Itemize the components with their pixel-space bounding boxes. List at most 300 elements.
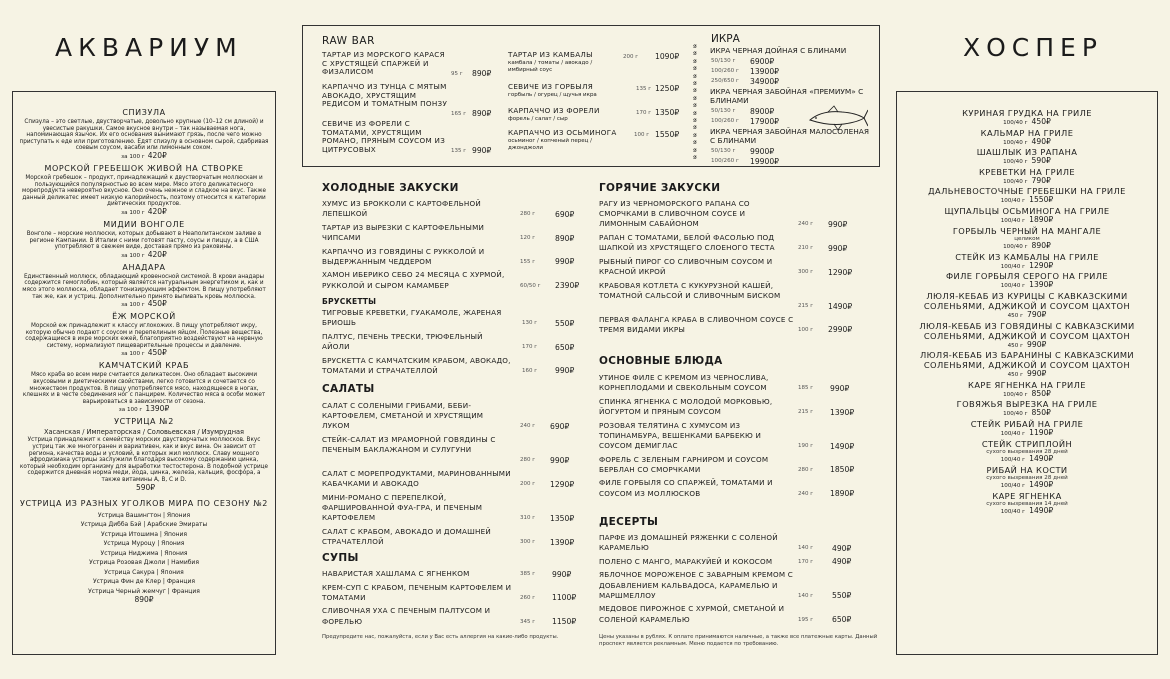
oyster-item: Устрица Черный жемчуг | Франция: [88, 587, 200, 595]
left-section-price: 450₽: [147, 348, 167, 358]
rawbar-item-price: 890₽: [472, 69, 492, 78]
caviar-portion: 100/260 г: [711, 158, 739, 164]
hosper-item-price: 850₽: [1031, 408, 1051, 418]
hosper-item-price: 1190₽: [1029, 427, 1054, 437]
hosper-item: [897, 226, 1157, 252]
hosper-item-qty: 100/40 г: [1003, 411, 1028, 418]
hosper-item: [897, 380, 1157, 400]
left-menu-box: [12, 91, 276, 655]
rawbar-item-ingredients: камбала / томаты / авокадо / имбирный соус: [508, 59, 593, 73]
left-section: [19, 417, 269, 492]
menu-item-weight: 130 г: [522, 320, 538, 327]
hosper-item-price: 1490₽: [1029, 480, 1054, 490]
menu-item-price: 690₽: [555, 209, 575, 219]
caviar-price: 19900₽: [750, 157, 779, 166]
hosper-item-qty: 450 г: [1007, 312, 1024, 319]
rawbar-item-name: ТАРТАР ИЗ МОРСКОГО КАРАСЯ С ХРУСТЯЩЕЙ СПАРЖЕЙ И ФИЗАЛИСОМ: [322, 50, 445, 77]
menu-item-name: ПАЛТУС, ПЕЧЕНЬ ТРЕСКИ, ТРЮФЕЛЬНЫЙ АЙОЛИ: [322, 331, 483, 351]
menu-item-price: 990₽: [828, 219, 848, 229]
hosper-item: [897, 271, 1157, 291]
hosper-item-price: 450₽: [1031, 117, 1051, 126]
menu-item-name: МЕДОВОЕ ПИРОЖНОЕ С ХУРМОЙ, СМЕТАНОЙ И СОЛЕНОЙ КАРАМЕЛЬЮ: [599, 604, 785, 624]
hosper-item-name: СТЕЙК ИЗ КАМБАЛЫ НА ГРИЛЕ: [955, 251, 1099, 262]
hosper-item: [897, 186, 1157, 206]
right-restaurant-name: ХОСПЕР: [963, 33, 1103, 62]
rawbar-item-price: 1350₽: [655, 108, 680, 117]
hosper-item-qty: 100/40 г: [1003, 244, 1028, 251]
menu-item-weight: 240 г: [798, 490, 814, 497]
hosper-item: [897, 108, 1157, 128]
left-section-title: СПИЗУЛА: [122, 108, 166, 117]
menu-item-weight: 345 г: [520, 618, 536, 625]
hosper-item-price-line: [897, 390, 1157, 400]
left-section: [19, 312, 269, 358]
hosper-item-price: 790₽: [1031, 175, 1051, 185]
oysters-title: УСТРИЦА ИЗ РАЗНЫХ УГОЛКОВ МИРА ПО СЕЗОНУ №2: [20, 498, 268, 508]
menu-item-price: 2390₽: [555, 281, 580, 291]
hosper-item-price-line: [897, 196, 1157, 206]
rawbar-title: RAW BAR: [322, 35, 376, 47]
hosper-item-price-line: [897, 507, 1157, 517]
rawbar-item-name: КАРПАЧЧО ИЗ ТУНЦА С МЯТЫМ АВОКАДО, ХРУСТЯЩИМ РЕДИСОМ И ТОМАТНЫМ ПОНЗУ: [322, 82, 448, 109]
hosper-item: [897, 321, 1157, 351]
menu-item-name: РАГУ ИЗ ЧЕРНОМОРСКОГО РАПАНА СО СМОРЧКАМИ В СЛИВОЧНОМ СОУСЕ И ЛИМОННЫМ САБАЙОНОМ: [599, 199, 750, 229]
hosper-item-price-line: [897, 216, 1157, 226]
hosper-item-name: КУРИНАЯ ГРУДКА НА ГРИЛЕ: [962, 108, 1092, 118]
section-title: САЛАТЫ: [322, 383, 375, 395]
rawbar-item-price: 1250₽: [655, 84, 680, 93]
menu-item-weight: 60/50 г: [520, 282, 541, 289]
caviar-divider: ϧ ϧ ϧ ϧ ϧ ϧ ϧ ϧ ϧ ϧ ϧ ϧ ϧ ϧ ϧ ϧ: [693, 43, 697, 162]
footer-price-note: Цены указаны в рублях. К оплате принимаются наличные, а также все платежные карты. Данный проспект является рекламным. Меню подается по требованию.: [599, 634, 878, 648]
left-section-price-line: [19, 484, 269, 493]
rawbar-item: [508, 129, 620, 152]
rawbar-item-price: 990₽: [472, 146, 492, 155]
menu-item-name: СПИНКА ЯГНЕНКА С МОЛОДОЙ МОРКОВЬЮ, ЙОГУРТОМ И ПРЯНЫМ СОУСОМ: [599, 396, 773, 416]
left-section-price: 1390₽: [145, 404, 170, 414]
caviar-item-name: ИКРА ЧЕРНАЯ ЗАБОЙНАЯ МАЛОСОЛЕНАЯ С БЛИНАМИ: [710, 126, 869, 146]
rawbar-item: [322, 120, 452, 154]
hosper-item-price-line: [897, 481, 1157, 491]
menu-item-weight: 280 г: [798, 466, 814, 473]
rawbar-item-weight: 165 г: [451, 111, 467, 117]
hosper-item: [897, 291, 1157, 321]
section-title: ХОЛОДНЫЕ ЗАКУСКИ: [322, 182, 459, 194]
caviar-price: 6900₽: [750, 56, 775, 66]
hosper-item-qty: 100/40 г: [1000, 198, 1026, 205]
menu-item-name: ФОРЕЛЬ С ЗЕЛЕНЫМ ГАРНИРОМ И СОУСОМ БЕРБЛАН СО СМОРЧКАМИ: [599, 454, 769, 474]
menu-item-name: СТЕЙК-САЛАТ ИЗ МРАМОРНОЙ ГОВЯДИНЫ С ПЕЧЕНЫМ БАКЛАЖАНОМ И СУЛУГУНИ: [322, 435, 496, 455]
hosper-item-qty: 100/40 г: [1003, 120, 1028, 126]
hosper-item: [897, 252, 1157, 272]
hosper-item-qty: 100/40 г: [1000, 283, 1026, 290]
menu-item-weight: 385 г: [520, 571, 536, 577]
caviar-portion: 100/260 г: [711, 117, 739, 124]
hosper-item: [897, 147, 1157, 167]
left-section-price-line: [19, 405, 269, 414]
hosper-item-price: 490₽: [1031, 136, 1051, 146]
hosper-item-qty: 100/40 г: [1003, 178, 1028, 185]
rawbar-item-weight: 135 г: [451, 148, 467, 154]
oyster-item: Устрица Муроцу | Япония: [103, 540, 185, 548]
menu-item-weight: 280 г: [520, 211, 536, 218]
rawbar-item-weight: 135 г: [636, 86, 652, 92]
menu-item-name: ТАРТАР ИЗ ВЫРЕЗКИ С КАРТОФЕЛЬНЫМИ ЧИПСАМИ: [322, 222, 485, 242]
hosper-item-qty: 100/40 г: [1000, 457, 1026, 464]
hosper-item-name: КАЛЬМАР НА ГРИЛЕ: [980, 127, 1074, 138]
left-section: [19, 220, 269, 260]
right-menu-box: [896, 91, 1158, 655]
caviar-portion: 100/260 г: [711, 67, 739, 74]
rawbar-item-price: 1090₽: [655, 52, 680, 61]
rawbar-item-weight: 100 г: [634, 132, 650, 138]
rawbar-item: [322, 83, 452, 109]
oyster-item: Устрица Дибба Бэй | Арабские Эмираты: [80, 521, 208, 529]
rawbar-item-name: СЕВИЧЕ ИЗ ФОРЕЛИ С ТОМАТАМИ, ХРУСТЯЩИМ РОМАНО, ПРЯНЫМ СОУСОМ ИЗ ЦИТРУСОВЫХ: [322, 119, 446, 154]
caviar-portion: 50/130 г: [711, 57, 736, 64]
menu-item-price: 2990₽: [828, 325, 853, 335]
menu-item-name: ЯБЛОЧНОЕ МОРОЖЕНОЕ С ЗАВАРНЫМ КРЕМОМ С ДОБАВЛЕНИЕМ КАЛЬВАДОСА, КАРАМЕЛЬЮ И МАРШМЕЛЛОУ: [599, 570, 794, 600]
hosper-item-qty: 100/40 г: [1003, 159, 1028, 166]
hosper-item-name: ГОВЯЖЬЯ ВЫРЕЗКА НА ГРИЛЕ: [956, 399, 1098, 410]
menu-item-weight: 300 г: [798, 269, 814, 275]
menu-item-name: УТИНОЕ ФИЛЕ С КРЕМОМ ИЗ ЧЕРНОСЛИВА, КОРНЕПЛОДАМИ И СВЕКОЛЬНЫМ СОУСОМ: [599, 373, 769, 393]
caviar-portion: 50/130 г: [711, 148, 736, 154]
left-section: [19, 361, 269, 414]
menu-item-name: КАРПАЧЧО ИЗ ГОВЯДИНЫ С РУККОЛОЙ И ВЫДЕРЖАННЫМ ЧЕДДЕРОМ: [322, 246, 485, 266]
left-section-qty: за 100 г: [118, 407, 143, 414]
left-section-varieties: Хасанская / Императорская / Соловьевская / Изумрудная: [43, 428, 245, 437]
menu-item-name: РАПАН С ТОМАТАМИ, БЕЛОЙ ФАСОЛЬЮ ПОД ШАПКОЙ ИЗ ХРУСТЯЩЕГО СЛОЕНОГО ТЕСТА: [599, 233, 775, 253]
menu-item-name: ФИЛЕ ГОРБЫЛЯ СО СПАРЖЕЙ, ТОМАТАМИ И СОУСОМ ИЗ МОЛЛЮСКОВ: [599, 478, 773, 498]
rawbar-item-weight: 170 г: [636, 110, 652, 116]
rawbar-item-ingredients: горбыль / огурец / щучья икра: [508, 91, 597, 98]
left-section-desc: Морской гребешок – продукт, принадлежащий к двустворчатым моллюскам и пользующийся популярностью во всем мире. Мясо этого деликатесного морепродукта невероятно вкусное. Оно очень нежное и сладкое на вкус. Также данный деликатес имеет низкую калорийность, поэтому относится к категории диетических продуктов.: [22, 174, 266, 208]
left-section-qty: за 100 г: [121, 302, 145, 309]
hosper-item-price: 1490₽: [1029, 454, 1054, 464]
hosper-item-price-line: [897, 370, 1157, 380]
left-section-desc: Морской еж принадлежит к классу иглокожих. В пищу употребляют икру, которую обычно подают с соусом и перепелиным яйцом. Полезные вещества, содержащиеся в икре морских ежей, благоприятно воздействуют на нервную систему, нормализуют пищеварительные процессы и давление.: [25, 323, 263, 349]
bruschetta-title: БРУСКЕТТЫ: [322, 297, 377, 306]
oyster-item: Устрица Вашингтон | Япония: [97, 511, 191, 519]
left-section-title: КАМЧАТСКИЙ КРАБ: [98, 361, 190, 371]
menu-item-name: СЛИВОЧНАЯ УХА С ПЕЧЕНЫМ ПАЛТУСОМ И ФОРЕЛЬЮ: [322, 606, 491, 626]
hosper-item-price-line: [897, 311, 1157, 321]
hosper-item-qty: 450 г: [1007, 342, 1024, 349]
hosper-item: [897, 491, 1157, 517]
hosper-item: [897, 350, 1157, 380]
caviar-portion: 250/650 г: [711, 77, 739, 84]
rawbar-item-price: 890₽: [472, 109, 492, 118]
left-restaurant-name: АКВАРИУМ: [55, 33, 243, 62]
left-section: [19, 164, 269, 217]
hosper-item: [897, 439, 1157, 465]
left-section-qty: за 100 г: [121, 351, 145, 358]
menu-item-weight: 195 г: [798, 616, 814, 623]
hosper-item-name: ЛЮЛЯ-КЕБАБ ИЗ БАРАНИНЫ С КАВКАЗСКИМИ СОЛЕНЬЯМИ, АДЖИКОЙ И СОУСОМ ЦАХТОН: [919, 350, 1135, 371]
menu-item-price: 1890₽: [830, 489, 855, 499]
hosper-item-qty: 100/40 г: [1000, 263, 1026, 270]
rawbar-item-price: 1550₽: [655, 130, 680, 139]
hosper-item-qty: 100/40 г: [1000, 430, 1026, 437]
menu-item-weight: 240 г: [520, 423, 536, 430]
menu-item-weight: 240 г: [798, 221, 814, 228]
menu-item-price: 1350₽: [550, 513, 575, 523]
hosper-item-name: ГОРБЫЛЬ ЧЕРНЫЙ НА МАНГАЛЕ: [952, 225, 1102, 236]
left-section-title: МИДИИ ВОНГОЛЕ: [103, 219, 185, 229]
hosper-item-price: 1390₽: [1029, 280, 1054, 290]
menu-item-weight: 280 г: [520, 457, 536, 464]
menu-item-price: 550₽: [832, 591, 852, 601]
left-section-qty: за 100 г: [121, 153, 145, 160]
menu-item-name: КРАБОВАЯ КОТЛЕТА С КУКУРУЗНОЙ КАШЕЙ, ТОМАТНОЙ САЛЬСОЙ И СЛИВОЧНЫМ БИСКОМ: [599, 280, 781, 300]
oysters-price: 890₽: [134, 595, 154, 605]
caviar-price: 8900₽: [750, 106, 775, 116]
left-section-desc: Мясо краба во всем мире считается деликатесом. Оно обладает высокими вкусовыми и диетическими свойствами, легко готовится и сочетается со множеством продуктов. В пищу употребляется мясо, находящееся в ногах, клешнях и в честе соединения ног с панцирем. Количество мяса в особи может варьироваться в зависимости от сезона.: [22, 372, 266, 405]
hosper-item-name: КАРЕ ЯГНЕНКА НА ГРИЛЕ: [968, 379, 1086, 390]
left-section-desc: Спизула – это светлые, двустворчатые, довольно крупные (10–12 см длиной) и увесистые ракушки. Самое вкусное внутри – так называемая нога, напоминающая язычок. Их его основания вынимают грязь, после чего можно приступать к еде или приготовлению. Едят спизулу в основном сырой, сдабривая соевым соусом, васаби или лимонным соком.: [19, 119, 269, 152]
menu-item-weight: 260 г: [520, 594, 536, 601]
hosper-item-price: 1290₽: [1029, 260, 1054, 270]
menu-item-weight: 215 г: [798, 303, 814, 309]
hosper-item-qty: 450 г: [1007, 372, 1024, 379]
left-section-desc: Единственный моллюск, обладающий кровеносной системой. В крови анадары содержится гемоглобин, который является натуральным энергетиком и, как и мясо этого моллюска, обладает тонизирующим эффектом. В пищу употребляют так же, как и устриц. Дополнительно принято выпивать кровь моллюска.: [22, 273, 266, 300]
menu-item-price: 490₽: [832, 543, 852, 553]
hosper-item-name: ЛЮЛЯ-КЕБАБ ИЗ КУРИЦЫ С КАВКАЗСКИМИ СОЛЕНЬЯМИ, АДЖИКОЙ И СОУСОМ ЦАХТОН: [923, 290, 1131, 311]
left-section-price-line: [19, 208, 269, 217]
hosper-item-qty: 100/40 г: [1000, 509, 1026, 516]
hosper-item-price-line: [897, 281, 1157, 291]
hosper-item: [897, 128, 1157, 148]
left-section-price: 450₽: [147, 299, 167, 309]
section-title: СУПЫ: [322, 552, 359, 564]
left-section-price: 420₽: [147, 150, 167, 160]
oyster-item: Устрица Ниджима | Япония: [100, 549, 188, 557]
left-section-price-line: [19, 300, 269, 309]
hosper-item-price: 1490₽: [1029, 506, 1054, 516]
left-section-price-line: [19, 349, 269, 358]
hosper-item-note: целиком: [1014, 235, 1040, 242]
menu-item-price: 1290₽: [828, 267, 853, 277]
rawbar-item-ingredients: форель / салат / сыр: [508, 115, 568, 122]
hosper-item-note: сухого вызревания 14 дней: [986, 500, 1068, 507]
rawbar-item-name: СЕВИЧЕ ИЗ ГОРБЫЛЯ: [508, 82, 594, 91]
hosper-item-name: ЩУПАЛЬЦЫ ОСЬМИНОГА НА ГРИЛЕ: [944, 205, 1110, 216]
menu-item-name: ПОЛЕНО С МАНГО, МАРАКУЙЕЙ И КОКОСОМ: [599, 556, 773, 566]
menu-item-name: КРЕМ-СУП С КРАБОМ, ПЕЧЕНЫМ КАРТОФЕЛЕМ И ТОМАТАМИ: [322, 582, 512, 602]
hosper-item-name: КАРЕ ЯГНЕНКА: [992, 490, 1062, 501]
hosper-item-price-line: [897, 157, 1157, 167]
rawbar-item: [508, 83, 620, 99]
hosper-item-note: сухого вызревания 28 дней: [986, 474, 1068, 481]
left-section: [19, 108, 269, 161]
caviar-price: 17900₽: [750, 116, 779, 126]
menu-item-name: САЛАТ С СОЛЕНЫМИ ГРИБАМИ, БЕБИ-КАРТОФЕЛЕМ, СМЕТАНОЙ И ХРУСТЯЩИМ ЛУКОМ: [322, 401, 484, 431]
hosper-item-price: 990₽: [1027, 369, 1047, 379]
hosper-item-price-line: [897, 118, 1157, 128]
menu-item-price: 1390₽: [550, 537, 575, 547]
menu-item-weight: 120 г: [520, 235, 536, 241]
menu-item-weight: 155 г: [520, 258, 536, 265]
rawbar-item-name: КАРПАЧЧО ИЗ ФОРЕЛИ: [508, 106, 600, 115]
menu-item-price: 990₽: [828, 243, 848, 253]
menu-item-name: РЫБНЫЙ ПИРОГ СО СЛИВОЧНЫМ СОУСОМ И КРАСНОЙ ИКРОЙ: [599, 256, 773, 276]
rawbar-item-name: КАРПАЧЧО ИЗ ОСЬМИНОГА: [508, 128, 617, 137]
menu-item-name: ПАРФЕ ИЗ ДОМАШНЕЙ РЯЖЕНКИ С СОЛЕНОЙ КАРАМЕЛЬЮ: [599, 533, 778, 553]
hosper-item-price-line: [897, 242, 1157, 252]
left-section-title: АНАДАРА: [122, 262, 166, 272]
menu-item-weight: 170 г: [522, 344, 538, 350]
menu-item-price: 990₽: [555, 366, 575, 376]
hosper-item-qty: 100/40 г: [1000, 483, 1026, 490]
oyster-item: Устрица Сакура | Япония: [104, 568, 184, 576]
section-title: ГОРЯЧИЕ ЗАКУСКИ: [599, 182, 721, 194]
menu-item-price: 490₽: [832, 557, 852, 567]
menu-item-name: МИНИ-РОМАНО С ПЕРЕПЕЛКОЙ, ФАРШИРОВАННОЙ ФУА-ГРА, И ПЕЧЕНЫМ КАРТОФЕЛЕМ: [322, 492, 483, 523]
menu-item-weight: 210 г: [798, 245, 814, 252]
menu-item-name: ХУМУС ИЗ БРОККОЛИ С КАРТОФЕЛЬНОЙ ЛЕПЕШКОЙ: [322, 199, 481, 219]
hosper-item-name: ФИЛЕ ГОРБЫЛЯ СЕРОГО НА ГРИЛЕ: [945, 271, 1108, 282]
hosper-item-price-line: [897, 429, 1157, 439]
left-section-price: 420₽: [147, 206, 167, 216]
sturgeon-icon: [808, 102, 868, 134]
menu-item-price: 990₽: [552, 569, 572, 579]
hosper-item-price: 890₽: [1031, 241, 1051, 251]
menu-item-weight: 140 г: [798, 592, 814, 599]
hosper-item-price-line: [897, 409, 1157, 419]
rawbar-item-ingredients: осьминог / копченый перец / джонджоли: [508, 137, 592, 151]
hosper-item-qty: 100/40 г: [1003, 391, 1028, 398]
menu-item-price: 550₽: [555, 318, 575, 328]
hosper-item-price: 590₽: [1031, 156, 1051, 166]
hosper-item-name: ЛЮЛЯ-КЕБАБ ИЗ ГОВЯДИНЫ С КАВКАЗСКИМИ СОЛЕНЬЯМИ, АДЖИКОЙ И СОУСОМ ЦАХТОН: [919, 320, 1135, 341]
menu-item-price: 1290₽: [550, 479, 575, 489]
menu-item-price: 650₽: [555, 342, 575, 352]
menu-item-weight: 185 г: [798, 385, 814, 392]
hosper-item-price: 990₽: [1027, 339, 1047, 349]
rawbar-item-name: ТАРТАР ИЗ КАМБАЛЫ: [508, 50, 593, 59]
menu-item-weight: 140 г: [798, 545, 814, 552]
hosper-item-price: 790₽: [1027, 309, 1047, 319]
caviar-item-name: ИКРА ЧЕРНАЯ ДОЙНАЯ С БЛИНАМИ: [710, 46, 847, 55]
menu-item-name: ХАМОН ИБЕРИКО СЕБО 24 МЕСЯЦА С ХУРМОЙ, РУККОЛОЙ И СЫРОМ КАМАМБЕР: [322, 270, 505, 290]
menu-item-weight: 170 г: [798, 558, 814, 565]
menu-item-weight: 190 г: [798, 443, 814, 449]
menu-item-price: 1490₽: [828, 301, 853, 311]
hosper-item: [897, 206, 1157, 226]
rawbar-item-weight: 95 г: [451, 71, 463, 77]
menu-item-weight: 215 г: [798, 409, 814, 415]
menu-item-name: БРУСКЕТТА С КАМЧАТСКИМ КРАБОМ, АВОКАДО, ТОМАТАМИ И СТРАЧАТЕЛЛОЙ: [322, 355, 511, 375]
hosper-item-name: РИБАЙ НА КОСТИ: [986, 464, 1068, 475]
caviar-title: ИКРА: [711, 33, 740, 45]
left-section: [19, 263, 269, 309]
menu-item-price: 1490₽: [830, 441, 855, 451]
menu-item-weight: 300 г: [520, 539, 536, 545]
hosper-item-name: ШАШЛЫК ИЗ РАПАНА: [976, 147, 1078, 158]
left-section-qty: за 100 г: [121, 252, 145, 259]
menu-item-name: ПЕРВАЯ ФАЛАНГА КРАБА В СЛИВОЧНОМ СОУСЕ С ТРЕМЯ ВИДАМИ ИКРЫ: [599, 314, 794, 334]
menu-item-name: РОЗОВАЯ ТЕЛЯТИНА С ХУМУСОМ ИЗ ТОПИНАМБУРА, ВЕШЕНКАМИ БАРБЕКЮ И СОУСОМ ДЕМИГЛАС: [599, 420, 762, 450]
hosper-item-qty: 100/40 г: [1000, 217, 1026, 224]
rawbar-item: [508, 51, 620, 74]
caviar-price: 9900₽: [750, 147, 775, 156]
hosper-item-price-line: [897, 455, 1157, 465]
hosper-item-price: 1550₽: [1029, 195, 1054, 205]
menu-item-price: 990₽: [555, 257, 575, 267]
left-section-price: 420₽: [147, 249, 167, 259]
menu-item-weight: 310 г: [520, 515, 536, 522]
menu-item-name: ТИГРОВЫЕ КРЕВЕТКИ, ГУАКАМОЛЕ, ЖАРЕНАЯ БРИОШЬ: [322, 308, 502, 328]
menu-item-name: САЛАТ С КРАБОМ, АВОКАДО И ДОМАШНЕЙ СТРАЧАТЕЛЛОЙ: [322, 526, 491, 546]
hosper-item-name: СТЕЙК РИБАЙ НА ГРИЛЕ: [970, 418, 1084, 429]
menu-item-price: 650₽: [832, 615, 852, 625]
menu-item-price: 890₽: [555, 233, 575, 243]
left-section-qty: за 100 г: [121, 209, 145, 216]
oyster-item: Устрица Итошима | Япония: [100, 530, 188, 538]
left-section-price: 590₽: [135, 482, 156, 492]
hosper-item: [897, 419, 1157, 439]
hosper-item-name: ДАЛЬНЕВОСТОЧНЫЕ ГРЕБЕШКИ НА ГРИЛЕ: [928, 186, 1126, 197]
menu-item-price: 1100₽: [552, 593, 577, 603]
left-section-title: УСТРИЦА №2: [114, 417, 174, 427]
caviar-portion: 50/130 г: [711, 107, 736, 114]
menu-item-price: 1150₽: [552, 617, 577, 627]
left-section-price-line: [19, 251, 269, 260]
hosper-item-name: СТЕЙК СТРИПЛОЙН: [981, 438, 1073, 449]
hosper-item-note: сухого вызревания 28 дней: [986, 448, 1068, 455]
hosper-item-price-line: [897, 138, 1157, 148]
hosper-item: [897, 465, 1157, 491]
menu-item-price: 690₽: [550, 421, 570, 431]
menu-item-name: САЛАТ С МОРЕПРОДУКТАМИ, МАРИНОВАННЫМИ КАБАЧКАМИ И АВОКАДО: [322, 469, 511, 489]
left-section-title: МОРСКОЙ ГРЕБЕШОК ЖИВОЙ НА СТВОРКЕ: [44, 163, 244, 173]
menu-item-price: 990₽: [830, 383, 850, 393]
footer-allergy-note: Предупредите нас, пожалуйста, если у Вас есть аллергия на какие-либо продукты.: [322, 634, 559, 640]
left-section-desc: Вонголе – морские моллюски, которых добывают в Неаполитанском заливе в регионе Кампании. В Италии с ними готовят пасту, соусы и пиццу, а в США употребляют в свежем виде, доставая прямо из раковины.: [26, 230, 262, 251]
left-section-price-line: [19, 152, 269, 161]
left-section-desc: Устрица принадлежит к семейству морских двустворчатых моллюсков. Вкус устриц так же многогранен и вариативен, как и вкус вина. Он зависит от региона, качества воды и условий, в которых жил моллюск. Славу мощного афродизиака устрицы заслужили благодаря высокому содержанию цинка, который необходим организму для выработки тестостерона. В подобной устрице содержится дневная норма меди, йода, цинка, железа, кальция, фосфора, а также витамины A, B, C и D.: [19, 437, 269, 483]
hosper-item-price: 1890₽: [1029, 214, 1054, 224]
oyster-item: Устрица Розовая Джоли | Намибия: [89, 559, 199, 567]
menu-item-weight: 200 г: [520, 481, 536, 488]
menu-item-price: 1390₽: [830, 407, 855, 417]
hosper-item-price-line: [897, 341, 1157, 351]
menu-item-weight: 100 г: [798, 326, 814, 333]
hosper-item: [897, 167, 1157, 187]
hosper-item: [897, 399, 1157, 419]
caviar-price: 34900₽: [750, 76, 779, 86]
rawbar-item: [322, 51, 452, 77]
menu-item-price: 990₽: [550, 455, 570, 465]
hosper-item-price: 850₽: [1031, 388, 1051, 398]
section-title: ОСНОВНЫЕ БЛЮДА: [599, 355, 723, 367]
oyster-item: Устрица Фин де Клер | Франция: [92, 578, 196, 586]
hosper-item-price-line: [897, 262, 1157, 272]
section-title: ДЕСЕРТЫ: [599, 516, 659, 528]
hosper-item-name: КРЕВЕТКИ НА ГРИЛЕ: [979, 166, 1075, 177]
rawbar-item: [508, 107, 620, 123]
hosper-item-qty: 100/40 г: [1003, 139, 1028, 146]
hosper-item-price-line: [897, 177, 1157, 187]
menu-item-weight: 160 г: [522, 367, 538, 374]
caviar-price: 13900₽: [750, 66, 779, 76]
menu-item-name: НАВАРИСТАЯ ХАШЛАМА С ЯГНЕНКОМ: [322, 569, 470, 578]
caviar-item-name: ИКРА ЧЕРНАЯ ЗАБОЙНАЯ «ПРЕМИУМ» С БЛИНАМИ: [710, 86, 864, 106]
menu-item-price: 1850₽: [830, 465, 855, 475]
left-section-title: ЁЖ МОРСКОЙ: [112, 312, 176, 322]
rawbar-item-weight: 200 г: [623, 54, 639, 60]
